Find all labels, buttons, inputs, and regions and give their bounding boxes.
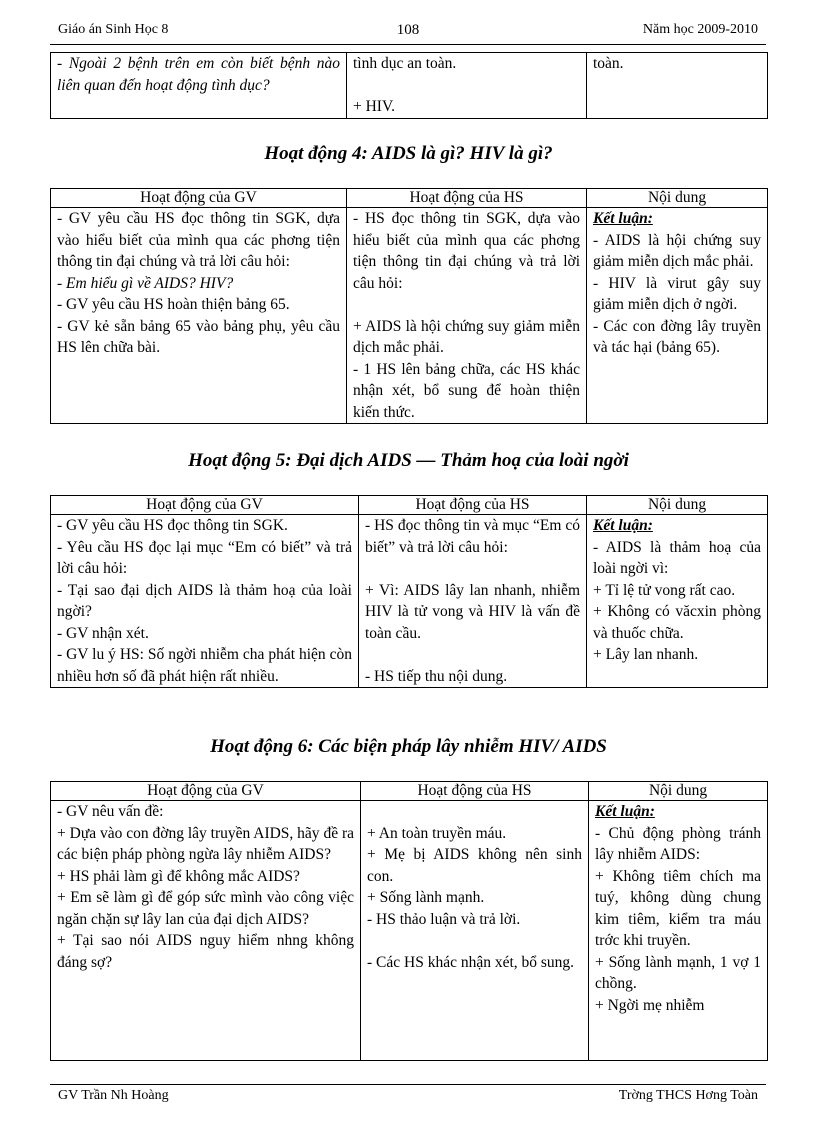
conclusion-label: Kết luận: [593,517,653,534]
header-subject: Giáo án Sinh Học 8 [58,22,169,37]
col-header-hs: Hoạt động của HS [359,496,587,515]
header-rule [50,44,766,45]
gv-cell: - GV yêu cầu HS đọc thông tin SGK, dựa vào hiểu biết của mình qua các phơng tiện thông tin đại chúng và trả lời câu hỏi: - Em hiểu gì về AIDS? HIV? - GV yêu cầu HS hoàn thiện bảng 65. - GV kẻ sẵn bảng 65 vào bảng phụ, yêu cầu HS lên chữa bài. [51,208,347,424]
footer-school: Trờng THCS Hơng Toàn [618,1088,758,1103]
section-4-title: Hoạt động 4: AIDS là gì? HIV là gì? [264,143,553,164]
hs-cell: tình dục an toàn. + HIV. [347,53,587,119]
table-header-row [51,496,768,515]
table-header-row [51,782,768,801]
table-section-5 [50,495,768,688]
hs-cell: + An toàn truyền máu. + Mẹ bị AIDS không nên sinh con. + Sống lành mạnh. - HS thảo luận và trả lời. - Các HS khác nhận xét, bổ sung. [361,801,589,1061]
gv-cell: - GV nêu vấn đề: + Dựa vào con đờng lây truyền AIDS, hãy đề ra các biện pháp phòng ngừa lây nhiễm AIDS? + HS phải làm gì để không mắc AIDS? + Em sẽ làm gì để góp sức mình vào công việc ngăn chặn sự lây lan của đại dịch AIDS? + Tại sao nói AIDS nguy hiểm nhng không đáng sợ? [51,801,361,1061]
table-section-6 [50,781,768,1061]
content-cell: Kết luận: - AIDS là hội chứng suy giảm miễn dịch mắc phải. - HIV là virut gây suy giảm miễn dịch ở ngời. - Các con đờng lây truyền và tác hại (bảng 65). [587,208,768,424]
gv-cell: - GV yêu cầu HS đọc thông tin SGK. - Yêu cầu HS đọc lại mục “Em có biết” và trả lời câu hỏi: - Tại sao đại dịch AIDS là thảm hoạ của loài ngời? - GV nhận xét. - GV lu ý HS: Số ngời nhiễm cha phát hiện còn nhiều hơn số đã phát hiện rất nhiều. [51,515,359,688]
col-header-gv: Hoạt động của GV [51,782,361,801]
hs-cell: - HS đọc thông tin SGK, dựa vào hiểu biết của mình qua các phơng tiện thông tin đại chúng và trả lời câu hỏi: + AIDS là hội chứng suy giảm miễn dịch mắc phải. - 1 HS lên bảng chữa, các HS khác nhận xét, bổ sung để hoàn thiện kiến thức. [347,208,587,424]
table-row [51,208,768,424]
table-row [51,53,768,119]
col-header-hs: Hoạt động của HS [347,189,587,208]
conclusion-label: Kết luận: [595,803,655,820]
content-cell: toàn. [587,53,768,119]
table-row [51,801,768,1061]
col-header-content: Nội dung [587,189,768,208]
table-continuation [50,52,768,119]
gv-cell: - Ngoài 2 bệnh trên em còn biết bệnh nào liên quan đến hoạt động tình dục? [51,53,347,119]
section-6-title: Hoạt động 6: Các biện pháp lây nhiễm HIV/ AIDS [210,736,607,757]
hs-cell: - HS đọc thông tin và mục “Em có biết” và trả lời câu hỏi: + Vì: AIDS lây lan nhanh, nhiễm HIV là tử vong và HIV là vấn đề toàn cầu. - HS tiếp thu nội dung. [359,515,587,688]
section-5-title: Hoạt động 5: Đại dịch AIDS — Thảm hoạ của loài ngời [188,450,629,471]
col-header-gv: Hoạt động của GV [51,189,347,208]
content-cell: Kết luận: - AIDS là thảm hoạ của loài ngời vì: + Tỉ lệ tử vong rất cao. + Không có văcxin phòng và thuốc chữa. + Lây lan nhanh. [587,515,768,688]
page-header [58,22,758,42]
footer-teacher: GV Trần Nh Hoàng [58,1088,169,1103]
col-header-content: Nội dung [587,496,768,515]
col-header-gv: Hoạt động của GV [51,496,359,515]
content-cell: Kết luận: - Chủ động phòng tránh lây nhiễm AIDS: + Không tiêm chích ma tuý, không dùng chung kim tiêm, kiểm tra máu trớc khi truyền. + Sống lành mạnh, 1 vợ 1 chồng. + Ngời mẹ nhiễm [589,801,768,1061]
table-section-4 [50,188,768,424]
col-header-hs: Hoạt động của HS [361,782,589,801]
table-header-row [51,189,768,208]
footer-rule [50,1084,766,1085]
table-row [51,515,768,688]
page-number: 108 [396,22,420,38]
col-header-content: Nội dung [589,782,768,801]
header-school-year: Năm học 2009-2010 [642,22,758,37]
conclusion-label: Kết luận: [593,210,653,227]
